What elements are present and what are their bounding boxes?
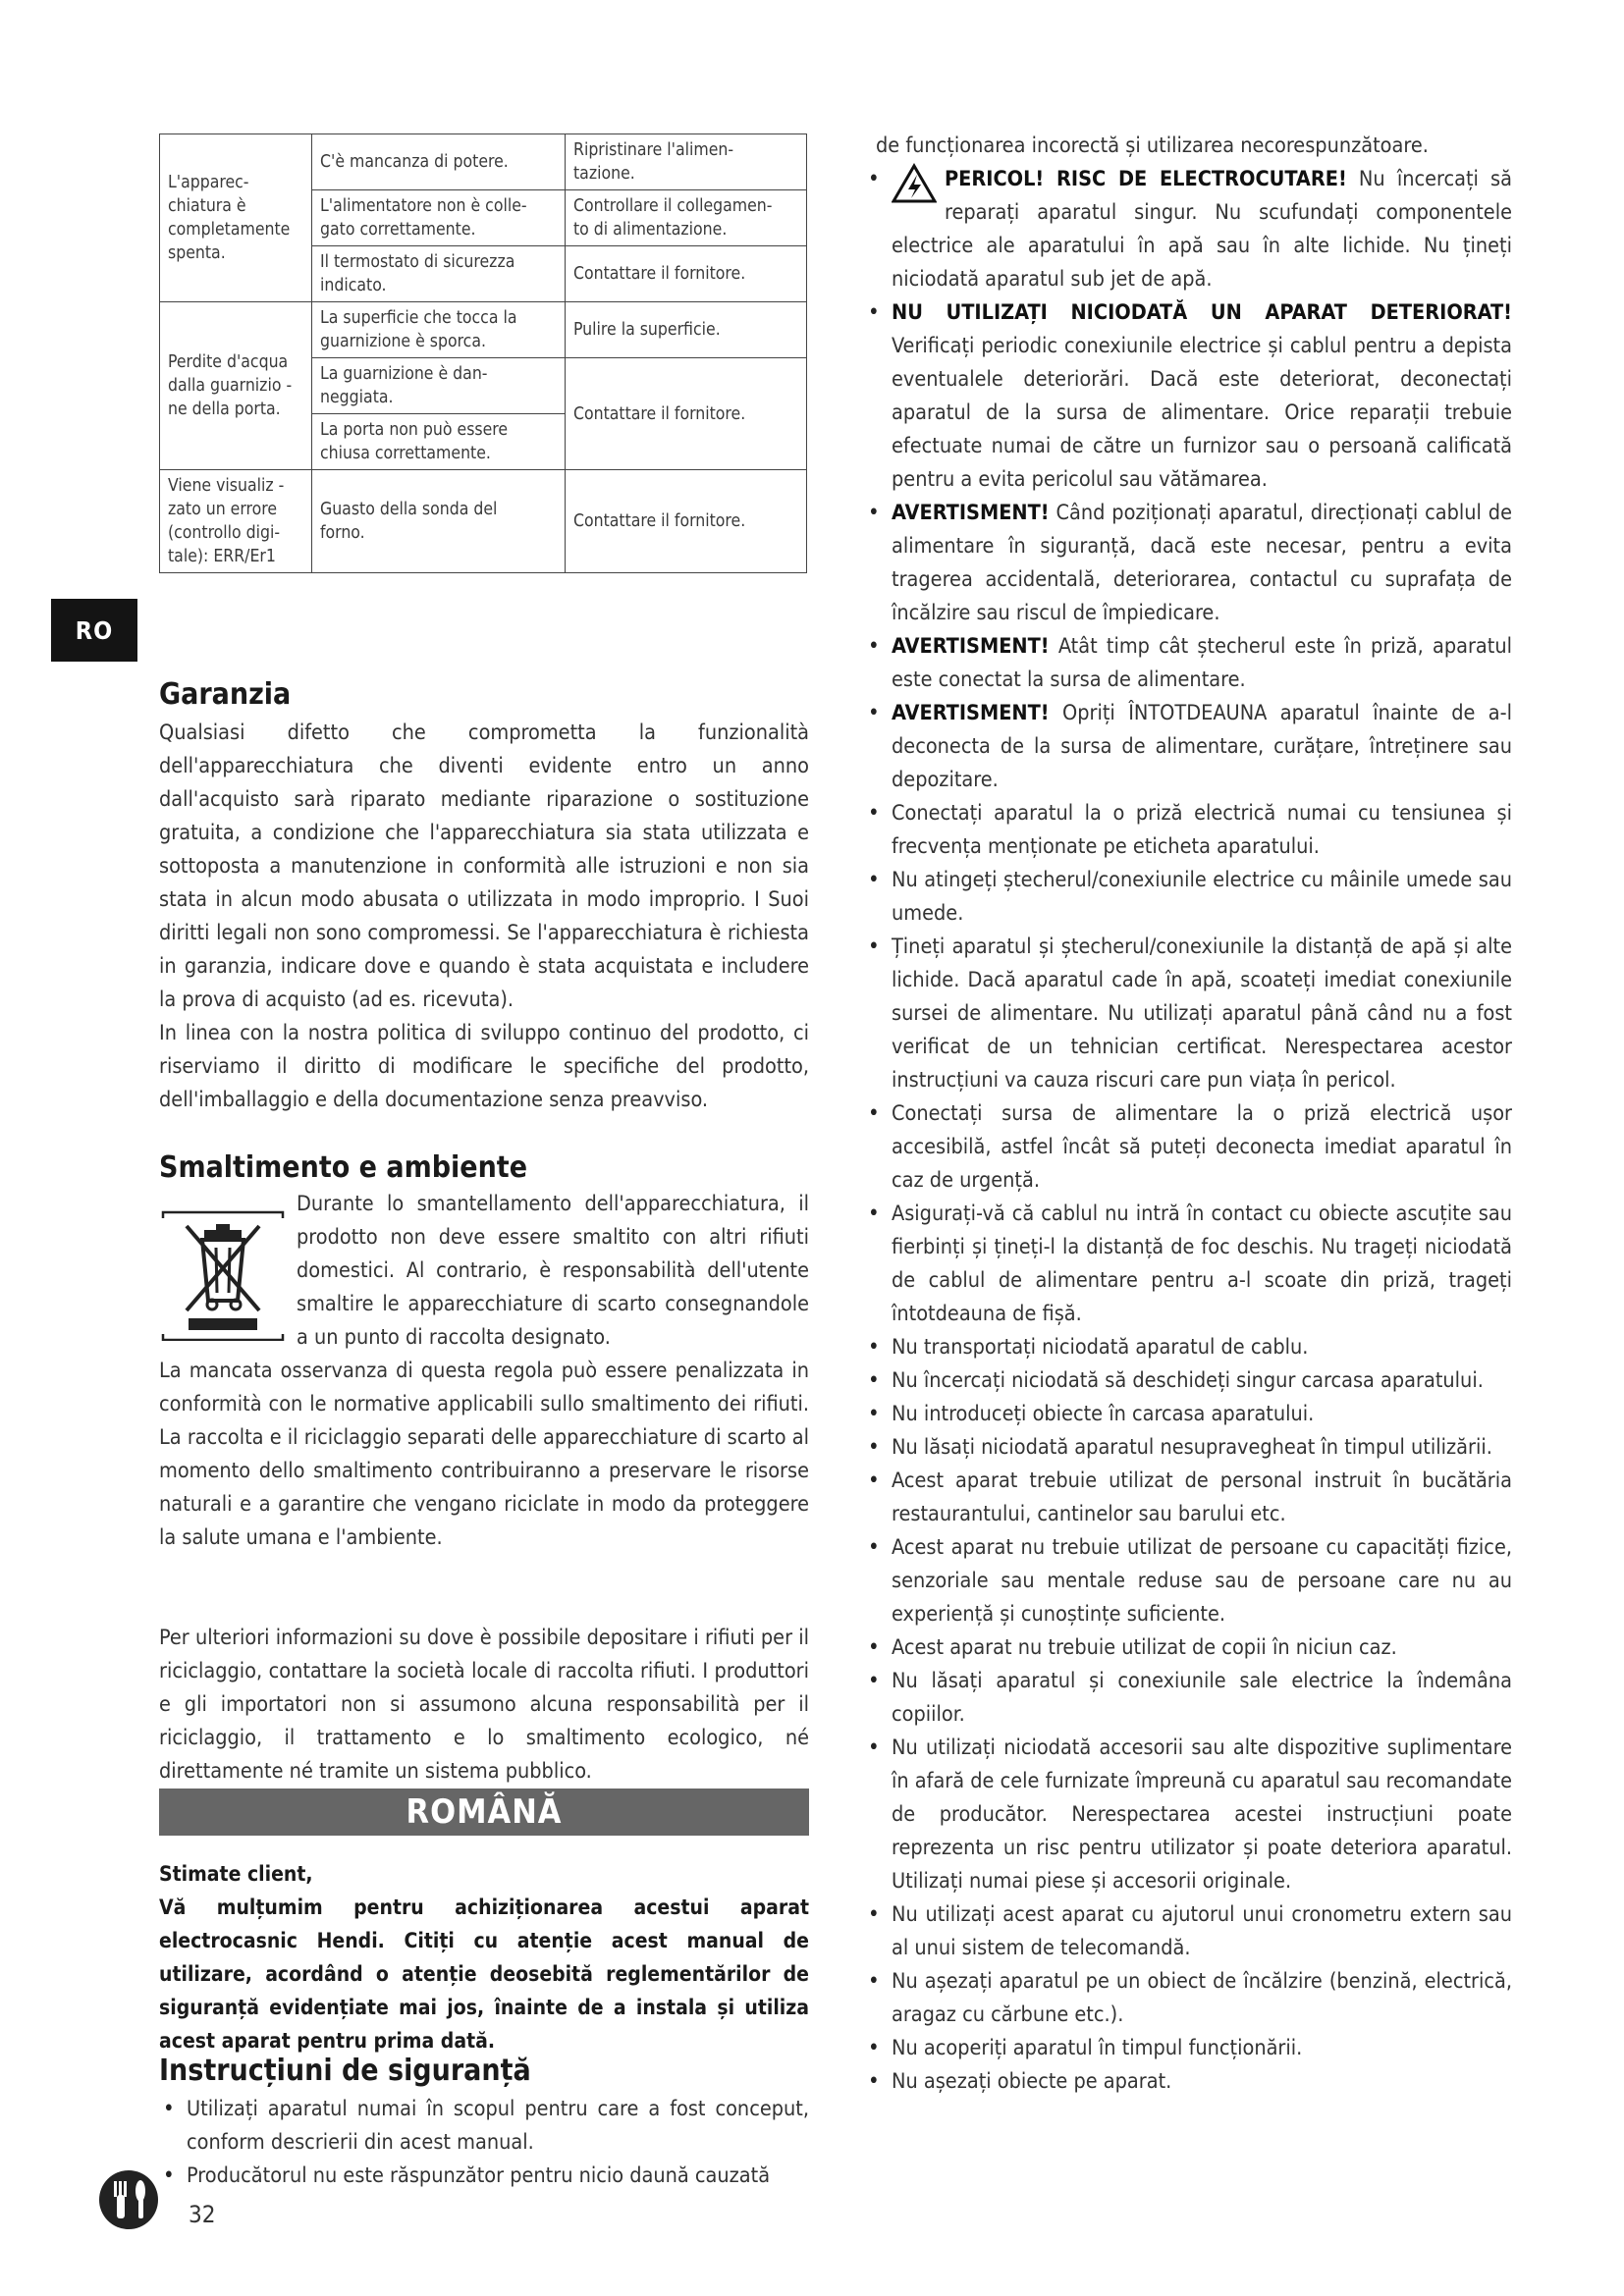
list-item-text: Nu așezați obiecte pe aparat. bbox=[892, 2069, 1172, 2094]
table-cell-problem: Perdite d'acqua dalla guarnizio - ne della porta. bbox=[160, 302, 312, 470]
list-item-text: Conectați sursa de alimentare la o priză electrică ușor accesibilă, astfel încât să puteți deconecta imediat aparatul în caz de urgență. bbox=[892, 1101, 1512, 1193]
list-item bbox=[864, 1198, 1512, 1331]
list-item bbox=[864, 697, 1512, 797]
language-tab: RO bbox=[51, 599, 137, 662]
list-item bbox=[864, 1364, 1512, 1398]
table-cell-cause: La porta non può essere chiusa correttamente. bbox=[312, 414, 566, 470]
greeting: Stimate client, bbox=[159, 1862, 313, 1886]
smaltimento-text-rest: La mancata osservanza di questa regola può essere penalizzata in conformità con le normative applicabili sullo smaltimento dei rifiuti. La raccolta e il riciclaggio separati delle apparecchiature di scarto al momento dello smaltimento contribuiranno a preservare le risorse naturali e a garantire che vengano riciclate in modo da proteggere la salute umana e l'ambiente. bbox=[159, 1359, 809, 1550]
table-row bbox=[160, 302, 807, 358]
safety-heading: Instrucțiuni de siguranță bbox=[159, 2054, 531, 2088]
warning-keyword: PERICOL! RISC DE ELECTROCUTARE! bbox=[945, 167, 1347, 191]
smaltimento-paragraph-2: Per ulteriori informazioni su dove è possibile depositare i rifiuti per il riciclaggio, contattare la società locale di raccolta rifiuti. I produttori e gli importatori non si assumono alcuna responsabilità per il riciclaggio, il trattamento e lo smaltimento ecologico, né direttamente né tramite un sistema pubblico. bbox=[159, 1626, 809, 1784]
list-item-text: Nu așezați aparatul pe un obiect de încălzire (benzină, electrică, aragaz cu cărbune etc.). bbox=[892, 1969, 1512, 2027]
list-item bbox=[864, 1665, 1512, 1732]
cutlery-logo-icon bbox=[98, 2169, 159, 2230]
list-item-text: Nu acoperiți aparatul în timpul funcționării. bbox=[892, 2036, 1303, 2060]
warning-keyword: AVERTISMENT! bbox=[892, 501, 1050, 525]
list-item-text: Nu atingeți ștecherul/conexiunile electrice cu mâinile umede sau umede. bbox=[892, 868, 1512, 926]
safety-list-left bbox=[159, 2093, 809, 2193]
list-item-text: Asigurați-vă că cablul nu intră în contact cu obiecte ascuțite sau fierbinți și țineți-l la distanță de foc deschis. Nu trageți niciodată de cablul de alimentare pentru a-l scoate din priză, trageți întotdeauna de fișă. bbox=[892, 1201, 1512, 1326]
list-item bbox=[864, 1398, 1512, 1431]
list-item-text: Nu utilizați niciodată accesorii sau alte dispozitive suplimentare în afară de cele furnizate împreună cu aparatul sau recomandate de producător. Nerespectarea acestei instrucțiuni poate reprezenta un risc pentru utilizator și poate deteriora aparatul. Utilizați numai piese și accesorii originale. bbox=[892, 1735, 1512, 1894]
garanzia-paragraph: Qualsiasi difetto che comprometta la funzionalità dell'apparecchiatura che diventi evidente entro un anno dall'acquisto sarà riparato mediante riparazione o sostituzione gratuita, a condizione che l'apparecchiatura sia stata utilizzata e sottoposta a manutenzione in conformità alle istruzioni e non sia stata in alcun modo abusata o utilizzata in modo improprio. I Suoi diritti legali non sono compromessi. Se l'apparecchiatura è richiesta in garanzia, indicare dove e quando è stata acquistata e includere la prova di acquisto (ad es. ricevuta). bbox=[159, 721, 809, 1012]
table-cell-solution: Pulire la superficie. bbox=[566, 302, 807, 358]
list-item-text: Verificați periodic conexiunile electrice și cablul pentru a depista eventualele deteriorări. Dacă este deteriorat, deconectați aparatul de la sursa de alimentare. Orice reparații trebuie efectuate numai de către un furnizor sau o persoană calificată pentru a evita pericolul sau vătămarea. bbox=[892, 334, 1512, 492]
list-item bbox=[864, 797, 1512, 864]
list-item bbox=[864, 2032, 1512, 2065]
table-row bbox=[160, 470, 807, 573]
smaltimento-text: Durante lo smantellamento dell'apparecchiatura, il prodotto non deve essere smaltito con altri rifiuti domestici. Al contrario, è responsabilità dell'utente smaltire le apparecchiature di scarto consegnandole a un punto di raccolta designato. bbox=[297, 1192, 809, 1350]
continuation-text: de funcționarea incorectă și utilizarea necorespunzătoare. bbox=[876, 133, 1429, 158]
list-item-text: Acest aparat nu trebuie utilizat de persoane cu capacități fizice, senzoriale sau mentale reduse sau de persoane care nu au experiență și cunoștințe suficiente. bbox=[892, 1535, 1512, 1627]
list-item-text: Nu încercați să reparați aparatul singur. Nu scufundați componentele electrice ale aparatului în apă sau în alte lichide. Nu țineți niciodată aparatul sub jet de apă. bbox=[892, 167, 1512, 292]
list-item-text: Acest aparat trebuie utilizat de personal instruit în bucătăria restaurantului, cantinelor sau barului etc. bbox=[892, 1468, 1512, 1526]
list-item bbox=[864, 163, 1512, 296]
list-item-text: Nu lăsați niciodată aparatul nesupravegheat în timpul utilizării. bbox=[892, 1435, 1492, 1460]
weee-bin-icon bbox=[159, 1203, 287, 1341]
table-cell-problem: Viene visualiz - zato un errore (controllo digi- tale): ERR/Er1 bbox=[160, 470, 312, 573]
table-cell-cause: La guarnizione è dan- neggiata. bbox=[312, 358, 566, 414]
list-item-text: Nu încercați niciodată să deschideți singur carcasa aparatului. bbox=[892, 1368, 1484, 1393]
list-item bbox=[864, 1531, 1512, 1631]
warning-keyword: AVERTISMENT! bbox=[892, 634, 1050, 659]
garanzia-heading: Garanzia bbox=[159, 677, 292, 712]
table-cell-cause: La superficie che tocca la guarnizione è sporca. bbox=[312, 302, 566, 358]
list-item bbox=[864, 1331, 1512, 1364]
table-cell-solution: Contattare il fornitore. bbox=[566, 470, 807, 573]
safety-list-right bbox=[864, 163, 1512, 2099]
smaltimento-paragraph-rest bbox=[159, 1355, 809, 1555]
list-item-text: Opriți ÎNTOTDEAUNA aparatul înainte de a-l deconecta de la sursa de alimentare, curățare, întreținere sau depozitare. bbox=[892, 701, 1512, 792]
table-cell-problem: L'apparec- chiatura è completamente spenta. bbox=[160, 134, 312, 302]
intro-paragraph: Vă mulțumim pentru achiziționarea acestui aparat electrocasnic Hendi. Citiți cu atenție acest manual de utilizare, acordând o atenție deosebită reglementărilor de siguranță evidențiate mai jos, înainte de a instala și utiliza acest aparat pentru prima dată. bbox=[159, 1896, 809, 2053]
list-item-text: Conectați aparatul la o priză electrică numai cu tensiunea și frecvența menționate pe eticheta aparatului. bbox=[892, 801, 1512, 859]
table-cell-solution: Controllare il collegamen- to di alimentazione. bbox=[566, 190, 807, 246]
list-item bbox=[864, 931, 1512, 1097]
list-item bbox=[864, 296, 1512, 497]
page-number: 32 bbox=[189, 2201, 216, 2228]
smaltimento-heading: Smaltimento e ambiente bbox=[159, 1150, 527, 1185]
list-item bbox=[864, 1431, 1512, 1465]
list-item bbox=[864, 2065, 1512, 2099]
table-cell-solution: Contattare il fornitore. bbox=[566, 246, 807, 302]
list-item-text: Acest aparat nu trebuie utilizat de copii în niciun caz. bbox=[892, 1635, 1397, 1660]
electric-hazard-icon bbox=[892, 163, 937, 204]
list-item bbox=[864, 630, 1512, 697]
warning-keyword: NU UTILIZAȚI NICIODATĂ UN APARAT DETERIORAT! bbox=[892, 300, 1512, 325]
garanzia-paragraph-2: In linea con la nostra politica di sviluppo continuo del prodotto, ci riserviamo il diritto di modificare le specifiche del prodotto, dell'imballaggio e della documentazione senza preavviso. bbox=[159, 1021, 809, 1112]
list-item bbox=[864, 1097, 1512, 1198]
list-item-text: Țineți aparatul și ștecherul/conexiunile la distanță de apă și alte lichide. Dacă aparatul cade în apă, scoateți imediat conexiunile sursei de alimentare. Nu utilizați aparatul până când nu a fost verificat de un tehnician certificat. Nerespectarea acestor instrucțiuni va cauza riscuri care pun viața în pericol. bbox=[892, 934, 1512, 1093]
list-item-text: Nu lăsați aparatul și conexiunile sale electrice la îndemâna copiilor. bbox=[892, 1669, 1512, 1727]
list-item-text: Nu utilizați acest aparat cu ajutorul unui cronometru extern sau al unui sistem de telecomandă. bbox=[892, 1902, 1512, 1960]
list-item bbox=[864, 1732, 1512, 1898]
list-item bbox=[864, 1965, 1512, 2032]
table-cell-cause: L'alimentatore non è colle- gato correttamente. bbox=[312, 190, 566, 246]
list-item-text: Nu introduceți obiecte în carcasa aparatului. bbox=[892, 1402, 1315, 1426]
table-cell-cause: C'è mancanza di potere. bbox=[312, 134, 566, 190]
table-cell-cause: Il termostato di sicurezza indicato. bbox=[312, 246, 566, 302]
table-cell-cause: Guasto della sonda del forno. bbox=[312, 470, 566, 573]
table-cell-solution: Ripristinare l'alimen- tazione. bbox=[566, 134, 807, 190]
table-cell-solution: Contattare il fornitore. bbox=[566, 358, 807, 470]
troubleshooting-table bbox=[159, 133, 807, 573]
list-item bbox=[864, 497, 1512, 630]
list-item: • Producătorul nu este răspunzător pentru nicio daună cauzată bbox=[159, 2160, 809, 2193]
list-item bbox=[864, 1465, 1512, 1531]
list-item-text: Nu transportați niciodată aparatul de cablu. bbox=[892, 1335, 1309, 1360]
list-item-text: Când poziționați aparatul, direcționați cablul de alimentare în siguranță, dacă este necesar, pentru a evita tragerea accidentală, deteriorarea, contactul cu suprafața de încălzire sau riscul de împiedicare. bbox=[892, 501, 1512, 625]
table-row bbox=[160, 134, 807, 190]
list-item bbox=[864, 1898, 1512, 1965]
list-item bbox=[864, 864, 1512, 931]
warning-keyword: AVERTISMENT! bbox=[892, 701, 1050, 725]
language-banner: ROMÂNĂ bbox=[159, 1789, 809, 1836]
list-item: • Utilizați aparatul numai în scopul pentru care a fost conceput, conform descrierii din acest manual. bbox=[159, 2093, 809, 2160]
list-item bbox=[864, 1631, 1512, 1665]
smaltimento-paragraph-lead bbox=[297, 1188, 809, 1355]
list-item-text: Atât timp cât ștecherul este în priză, aparatul este conectat la sursa de alimentare. bbox=[892, 634, 1512, 692]
